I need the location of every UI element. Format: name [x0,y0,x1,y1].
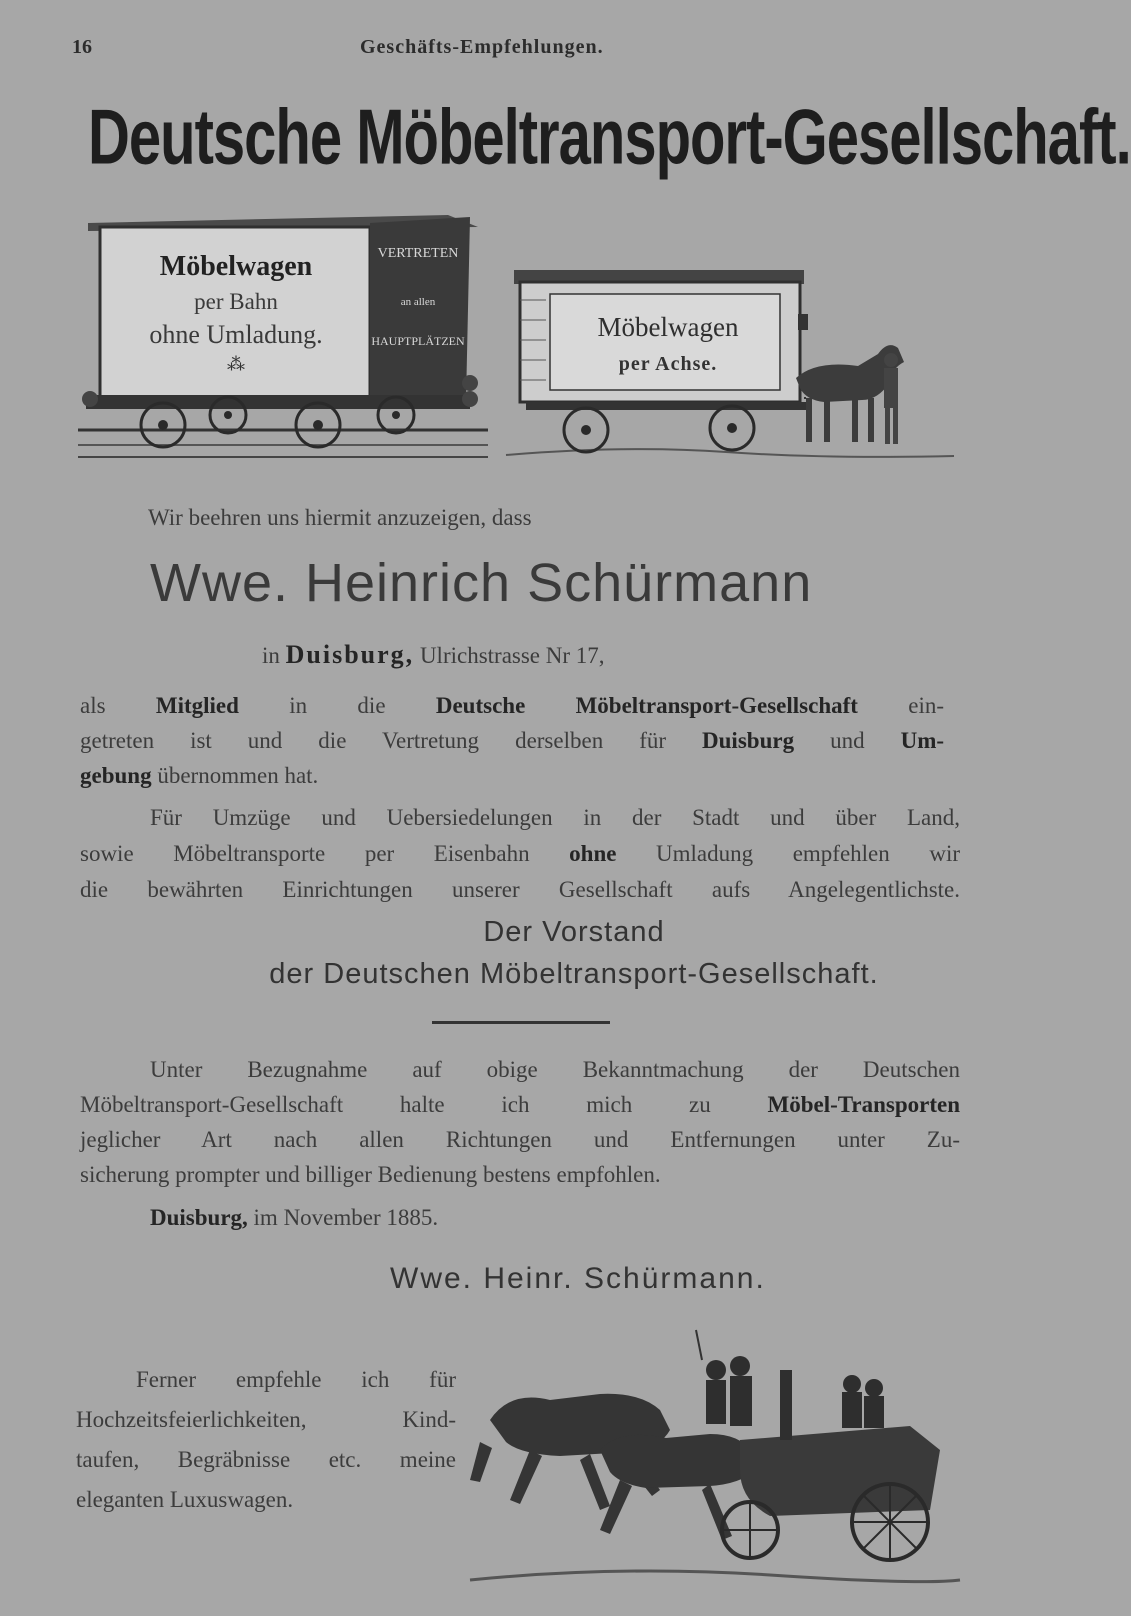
text-span: im November 1885. [253,1205,439,1230]
text-span: in die [289,693,386,718]
notice-line-2 [80,1087,960,1122]
rail-wagon-side-top: VERTRETEN [377,246,459,261]
rail-wagon-illustration [78,205,488,467]
text-span: ein- [908,693,945,718]
luxury-carriage-illustration [470,1330,960,1600]
divider-rule [432,1021,610,1024]
notice-line-3: jeglicher Art nach allen Richtungen und Entfernungen unter Zu- [80,1127,960,1152]
notice-place-date [150,1200,438,1235]
horse-wagon-illustration [506,270,954,470]
final-signature: Wwe. Heinr. Schürmann. [390,1262,766,1295]
intro-text: Wir beehren uns hiermit anzuzeigen, dass [148,505,532,530]
page-number: 16 [72,36,92,58]
text-bold: Duisburg, [150,1205,248,1230]
closing-line-1: Ferner empfehle ich für [136,1367,456,1392]
service-line-3: die bewährten Einrichtungen unserer Gesellschaft aufs Angelegentlichste. [80,877,960,902]
text-bold: Duisburg [702,728,795,753]
text-span: und [830,728,865,753]
text-bold: ohne [569,841,617,866]
horse-wagon-line2: per Achse. [618,353,718,375]
location-address: Ulrichstrasse Nr 17, [419,643,605,668]
text-span: übernommen hat. [157,763,319,788]
text-bold: Um- [900,728,945,753]
text-span: Möbeltransport-Gesellschaft halte ich mich zu [80,1092,711,1117]
board-signature-2: der Deutschen Möbeltransport-Gesellschaft. [269,958,879,990]
location-prefix: in [262,643,280,668]
text-bold: Mitglied [155,693,239,718]
membership-line-3 [80,758,318,793]
rail-wagon-label: Möbelwagen [159,251,313,282]
notice-line-1: Unter Bezugnahme auf obige Bekanntmachung der Deutschen [150,1057,960,1082]
text-span: sowie Möbeltransporte per Eisenbahn [80,841,530,866]
notice-line-4: sicherung prompter und billiger Bedienung bestens empfohlen. [80,1162,661,1187]
board-signature-1: Der Vorstand [483,916,665,948]
rail-wagon-line3: ohne Umladung. [149,320,323,349]
main-title: Deutsche Möbeltransport-Gesellschaft. [88,93,1131,182]
text-span: getreten ist und die Vertretung derselben für [80,728,667,753]
text-span: als [80,693,106,718]
ornament-icon: ⁂ [227,354,245,374]
closing-line-3: taufen, Begräbnisse etc. meine [76,1447,456,1472]
closing-line-2: Hochzeitsfeierlichkeiten, Kind- [76,1407,456,1432]
running-head: Geschäfts-Empfehlungen. [360,36,604,58]
text-bold: Möbel-Transporten [767,1092,961,1117]
service-line-1: Für Umzüge und Uebersiedelungen in der Stadt und über Land, [150,805,960,830]
closing-line-4: eleganten Luxuswagen. [76,1487,294,1512]
location-city: Duisburg, [285,640,415,669]
horse-wagon-label: Möbelwagen [597,312,739,342]
text-bold: gebung [80,763,152,788]
location-line [262,637,605,673]
text-span: Umladung empfehlen wir [656,841,961,866]
rail-wagon-side-mid: an allen [400,296,436,308]
firm-name: Wwe. Heinrich Schürmann [150,553,813,613]
membership-line-2 [80,723,944,758]
service-line-2 [80,836,960,871]
text-bold: Deutsche Möbeltransport-Gesellschaft [435,693,858,718]
membership-line-1 [80,688,944,723]
rail-wagon-line2: per Bahn [194,289,278,314]
rail-wagon-side-bottom: HAUPTPLÄTZEN [371,334,465,348]
